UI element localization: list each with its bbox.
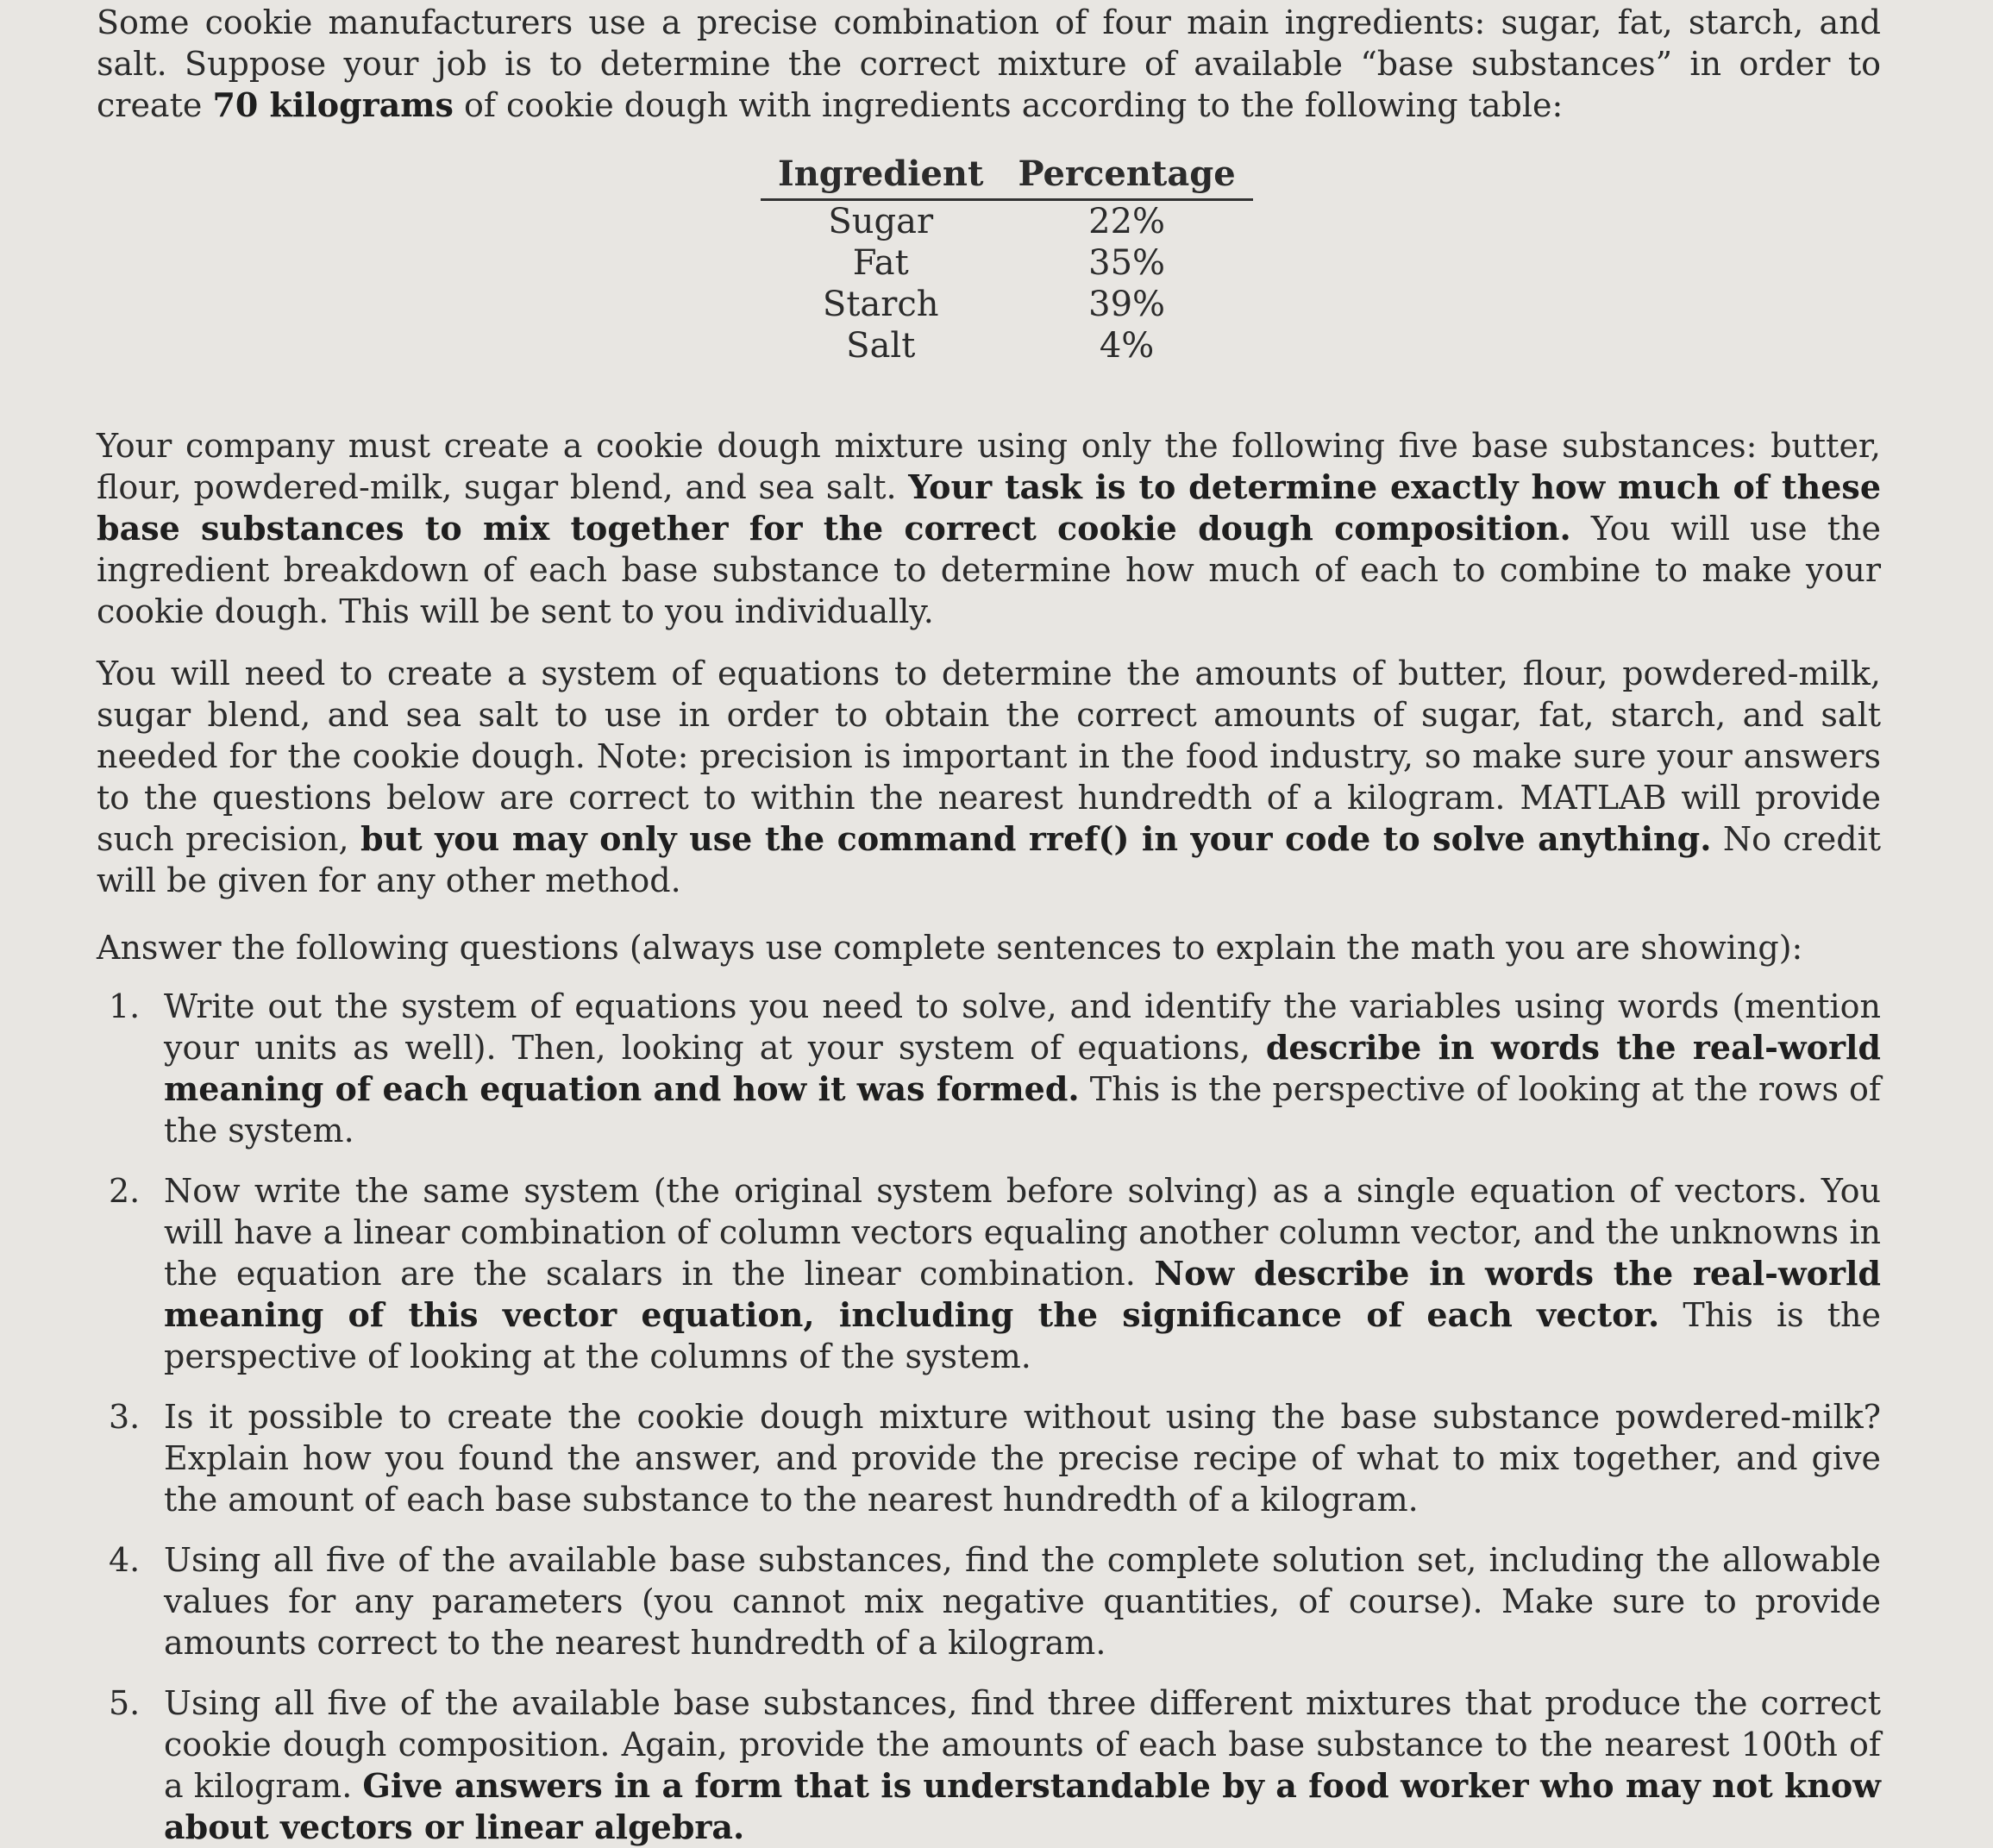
question-bold: Give answers in a form that is understandable by a food worker who may not know about vectors or linear algebra. <box>164 1766 1881 1846</box>
ingredient-table <box>761 153 1253 366</box>
percentage-cell: 22% <box>1088 202 1166 241</box>
question-text: Using all five of the available base substances, find the complete solution set, including the allowable values for any parameters (you cannot mix negative quantities, of course). Make sure to provide amounts correct to the nearest hundredth of a kilogram. <box>164 1541 1881 1662</box>
question-item <box>97 1170 1881 1377</box>
system-paragraph <box>97 653 1881 901</box>
question-number: 3. <box>109 1398 141 1436</box>
question-item <box>97 986 1881 1151</box>
percentage-cell: 4% <box>1099 326 1155 366</box>
question-text: Now write the same system (the original system before solving) as a single equation of vectors. You will have a linear combination of column vectors equaling another column vector, and the unknowns in the equation are the scalars in the linear combination. <box>164 1172 1881 1293</box>
ingredient-cell: Sugar <box>828 202 934 241</box>
task-text-1: Your company must create a cookie dough mixture using only the following five base substances: butter, flour, powdered-milk, sugar blend, and sea salt. <box>97 427 1881 506</box>
table-row <box>761 242 1253 284</box>
percentage-cell: 39% <box>1088 285 1166 324</box>
question-text-end: This is the perspective of looking at the columns of the system. <box>164 1296 1881 1375</box>
question-text: Write out the system of equations you need to solve, and identify the variables using words (mention your units as well). Then, looking at your system of equations, <box>164 987 1881 1067</box>
intro-paragraph <box>97 2 1881 126</box>
question-number: 1. <box>109 987 141 1025</box>
percentage-cell: 35% <box>1088 243 1166 283</box>
question-text: Is it possible to create the cookie dough mixture without using the base substance powdered-milk? Explain how you found the answer, and provide the precise recipe of what to mix together, and give the amount of each base substance to the nearest hundredth of a kilogram. <box>164 1398 1881 1519</box>
question-bold: describe in words the real-world meaning of each equation and how it was formed. <box>164 1028 1881 1108</box>
ingredient-cell: Salt <box>846 326 916 366</box>
table-row <box>761 200 1253 243</box>
system-text-2: No credit will be given for any other method. <box>97 820 1882 899</box>
header-percentage: Percentage <box>1000 153 1252 200</box>
questions-intro: Answer the following questions (always use complete sentences to explain the math you are showing): <box>97 929 1803 967</box>
question-item <box>97 1682 1881 1848</box>
table-row <box>761 325 1253 366</box>
question-number: 2. <box>109 1172 141 1210</box>
ingredient-cell: Starch <box>822 285 939 324</box>
question-item <box>97 1396 1881 1520</box>
task-paragraph <box>97 425 1881 632</box>
question-text: Using all five of the available base substances, find three different mixtures that produce the correct cookie dough composition. Again, provide the amounts of each base substance to the nearest 100th of a kilogram. <box>164 1684 1881 1805</box>
intro-text-1: Some cookie manufacturers use a precise combination of four main ingredients: sugar, fat, starch, and salt. Suppose your job is to determine the correct mixture of available “base substances” in order to create <box>97 3 1881 124</box>
question-number: 4. <box>109 1541 141 1579</box>
system-text-1: You will need to create a system of equations to determine the amounts of butter, flour, powdered-milk, sugar blend, and sea salt to use in order to obtain the correct amounts of sugar, fat, starch, and salt needed for the cookie dough. Note: precision is important in the food industry, so make sure your answers to the questions below are correct to within the nearest hundredth of a kilogram. MATLAB will provide such precision, <box>97 655 1881 858</box>
intro-bold-amount: 70 kilograms <box>212 85 454 124</box>
task-bold: Your task is to determine exactly how much of these base substances to mix together for the correct cookie dough composition. <box>97 467 1881 548</box>
system-bold: but you may only use the command rref() in your code to solve anything. <box>360 819 1712 858</box>
ingredient-cell: Fat <box>852 243 909 283</box>
question-bold: Now describe in words the real-world meaning of this vector equation, including the significance of each vector. <box>164 1254 1881 1334</box>
task-text-2: You will use the ingredient breakdown of each base substance to determine how much of each to combine to make your cookie dough. This will be sent to you individually. <box>97 510 1881 630</box>
question-text-end: This is the perspective of looking at the rows of the system. <box>164 1070 1881 1150</box>
intro-text-2: of cookie dough with ingredients according to the following table: <box>453 86 1564 124</box>
table-header-row <box>761 153 1253 200</box>
question-item <box>97 1539 1881 1663</box>
question-number: 5. <box>109 1684 141 1722</box>
header-ingredient: Ingredient <box>761 153 1000 200</box>
table-row <box>761 284 1253 325</box>
question-list <box>97 986 1881 1848</box>
